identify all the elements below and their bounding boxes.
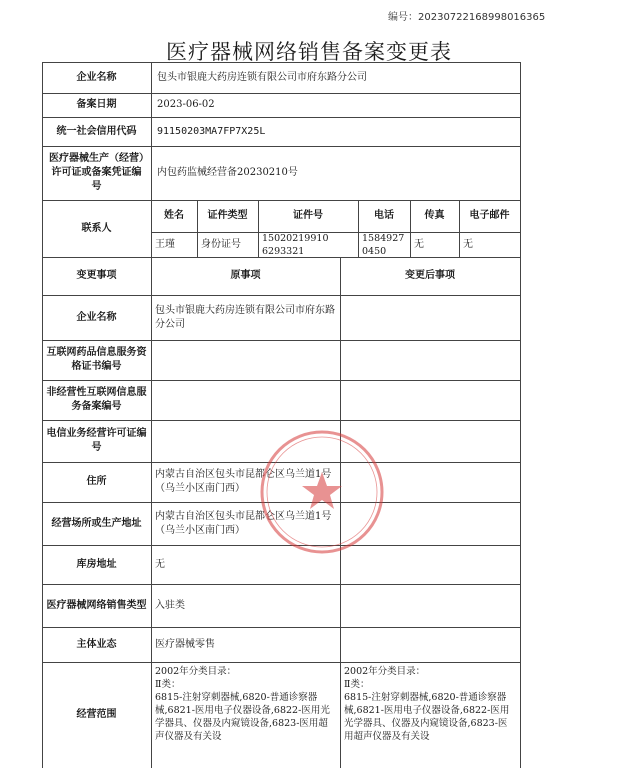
before-header: 原事项 bbox=[230, 270, 261, 281]
change-row-label: 互联网药品信息服务资格证书编号 bbox=[46, 347, 147, 372]
contact-idno-header: 证件号 bbox=[293, 210, 323, 221]
business-scope-after: 2002年分类目录： Ⅱ类： 6815-注射穿刺器械,6820-普通诊察器械,6821-医用电子仪器设备,6822-医用光学器具、仪器及内窥镜设备,6823-医用超声仪器及有关设 bbox=[344, 666, 510, 742]
change-row-after bbox=[344, 627, 516, 662]
contact-name-header: 姓名 bbox=[164, 210, 184, 221]
change-row-label: 电信业务经营许可证编号 bbox=[46, 428, 147, 453]
change-row-before: 内蒙古自治区包头市昆都仑区乌兰道1号（乌兰小区南门西） bbox=[155, 510, 332, 536]
license-number-value: 内包药监械经营备20230210号 bbox=[157, 167, 298, 178]
change-row-before: 包头市银鹿大药房连锁有限公司市府东路分公司 bbox=[155, 304, 335, 330]
change-row-label: 企业名称 bbox=[76, 311, 117, 323]
filing-date-label: 备案日期 bbox=[76, 99, 117, 110]
license-number-label: 医疗器械生产（经营）许可证或备案凭证编号 bbox=[49, 153, 144, 192]
serial-number: 编号：20230722168998016365 bbox=[388, 12, 546, 23]
official-seal-icon bbox=[258, 428, 386, 556]
business-scope-label: 经营范围 bbox=[76, 709, 117, 720]
credit-code-label: 统一社会信用代码 bbox=[56, 125, 137, 137]
change-row-before: 入驻类 bbox=[155, 599, 185, 611]
contact-email-value: 无 bbox=[463, 238, 473, 250]
change-row-label: 库房地址 bbox=[76, 558, 117, 570]
credit-code-value: 91150203MA7FP7X25L bbox=[157, 125, 266, 137]
change-row-label: 主体业态 bbox=[76, 638, 117, 650]
contact-idtype-header: 证件类型 bbox=[207, 210, 248, 221]
contact-idno-value: 150202199106293321 bbox=[262, 232, 329, 257]
change-row-before: 内蒙古自治区包头市昆都仑区乌兰道1号（乌兰小区南门西） bbox=[155, 469, 332, 494]
change-row-after bbox=[344, 295, 516, 340]
contact-phone-header: 电话 bbox=[374, 210, 394, 221]
contact-email-header: 电子邮件 bbox=[469, 210, 510, 221]
change-row-after bbox=[344, 340, 516, 380]
business-scope-before: 2002年分类目录： Ⅱ类： 6815-注射穿刺器械,6820-普通诊察器械,6821-医用电子仪器设备,6822-医用光学器具、仪器及内窥镜设备,6823-医用超声仪器及有关设 bbox=[155, 666, 330, 742]
change-row-after bbox=[344, 380, 516, 420]
company-name-label: 企业名称 bbox=[76, 71, 117, 83]
change-row-before bbox=[155, 340, 335, 380]
table-right-border bbox=[520, 62, 521, 768]
change-row-before bbox=[155, 380, 335, 420]
change-row-after bbox=[344, 584, 516, 627]
change-row-before: 医疗器械零售 bbox=[155, 638, 215, 650]
contact-idtype-value: 身份证号 bbox=[201, 238, 241, 250]
company-name-value: 包头市银鹿大药房连锁有限公司市府东路分公司 bbox=[157, 71, 367, 83]
contact-label: 联系人 bbox=[81, 222, 112, 234]
after-header: 变更后事项 bbox=[405, 270, 455, 281]
form-title: 医疗器械网络销售备案变更表 bbox=[166, 40, 452, 64]
contact-fax-value: 无 bbox=[414, 238, 424, 250]
change-row-label: 住所 bbox=[86, 476, 107, 487]
filing-date-value: 2023-06-02 bbox=[157, 99, 215, 110]
contact-phone-value: 15849270450 bbox=[362, 232, 405, 257]
change-item-header: 变更事项 bbox=[76, 270, 117, 281]
change-row-before: 无 bbox=[155, 558, 165, 570]
change-row-label: 非经营性互联网信息服务备案编号 bbox=[46, 387, 147, 412]
change-row-label: 医疗器械网络销售类型 bbox=[46, 599, 147, 611]
change-row-label: 经营场所或生产地址 bbox=[51, 517, 142, 529]
contact-fax-header: 传真 bbox=[424, 210, 445, 221]
contact-name-value: 王瑾 bbox=[155, 238, 175, 250]
